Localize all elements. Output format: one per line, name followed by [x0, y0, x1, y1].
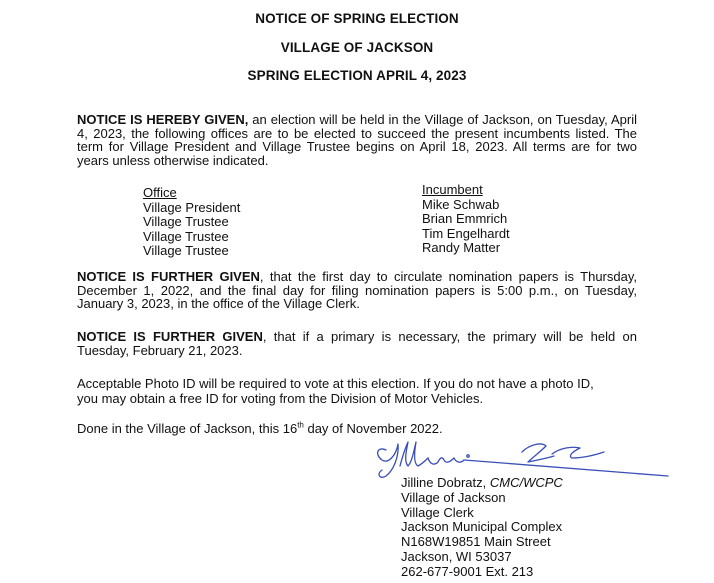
handwritten-signature [372, 436, 672, 480]
incumbent-item: Brian Emmrich [422, 211, 508, 227]
signature-line: Jackson, WI 53037 [401, 548, 512, 564]
incumbent-item: Mike Schwab [422, 196, 500, 212]
signature-block [401, 476, 563, 580]
notice-body: an election will be held in the Village of Jackson, on Tuesday, April 4, 2023, the following offices are to be elected to succeed the present incumbents listed. The term for Village President and Village Trustee begins on April 18, 2023. All terms are for two years unless otherwise indicated. [77, 112, 637, 168]
village-title: VILLAGE OF JACKSON [280, 40, 434, 55]
notice-body: , that the first day to circulate nomination papers is Thursday, December 1, 2022, and the final day for filing nomination papers is 5:00 p.m., on Tuesday, January 3, 2023, in the office of the Village Clerk. [77, 269, 637, 311]
office-header: Office [143, 185, 177, 200]
office-item: Village President [143, 199, 241, 215]
signature-line: Village of Jackson [401, 489, 506, 505]
notice-paragraph-2 [77, 270, 637, 311]
signature-line: N168W19851 Main Street [401, 534, 551, 550]
office-item: Village Trustee [143, 228, 229, 244]
election-date-title: SPRING ELECTION APRIL 4, 2023 [247, 68, 467, 83]
signer-name: Jilline Dobratz, [401, 475, 490, 490]
notice-paragraph-1 [77, 113, 637, 167]
photo-id-line: you may obtain a free ID for voting from the Division of Motor Vehicles. [77, 391, 484, 406]
notice-lead: NOTICE IS HEREBY GIVEN, [77, 112, 249, 127]
notice-body: , that if a primary is necessary, the primary will be held on Tuesday, February 21, 2023. [77, 329, 637, 358]
signature-line: 262-677-9001 Ext. 213 [401, 563, 534, 579]
photo-id-line: Acceptable Photo ID will be required to vote at this election. If you do not have a photo ID, [77, 376, 594, 391]
notice-lead: NOTICE IS FURTHER GIVEN [77, 329, 263, 344]
incumbent-item: Randy Matter [422, 240, 501, 256]
done-text: Done in the Village of Jackson, this 16 [77, 421, 298, 436]
incumbent-column [422, 183, 510, 256]
incumbent-item: Tim Engelhardt [422, 225, 510, 241]
notice-paragraph-3 [77, 330, 637, 357]
incumbent-header: Incumbent [422, 182, 483, 197]
office-item: Village Trustee [143, 214, 229, 230]
office-item: Village Trustee [143, 243, 229, 259]
done-statement [77, 421, 443, 436]
signature-line: Jackson Municipal Complex [401, 519, 563, 535]
signer-credentials: CMC/WCPC [489, 475, 563, 490]
office-column [143, 186, 240, 259]
signer-name-line [401, 476, 563, 491]
photo-id-paragraph [77, 376, 594, 406]
done-ordinal: th [297, 420, 304, 430]
notice-title: NOTICE OF SPRING ELECTION [255, 11, 459, 26]
notice-lead: NOTICE IS FURTHER GIVEN [77, 269, 260, 284]
signature-line: Village Clerk [401, 504, 474, 520]
done-text-end: day of November 2022. [303, 421, 443, 436]
